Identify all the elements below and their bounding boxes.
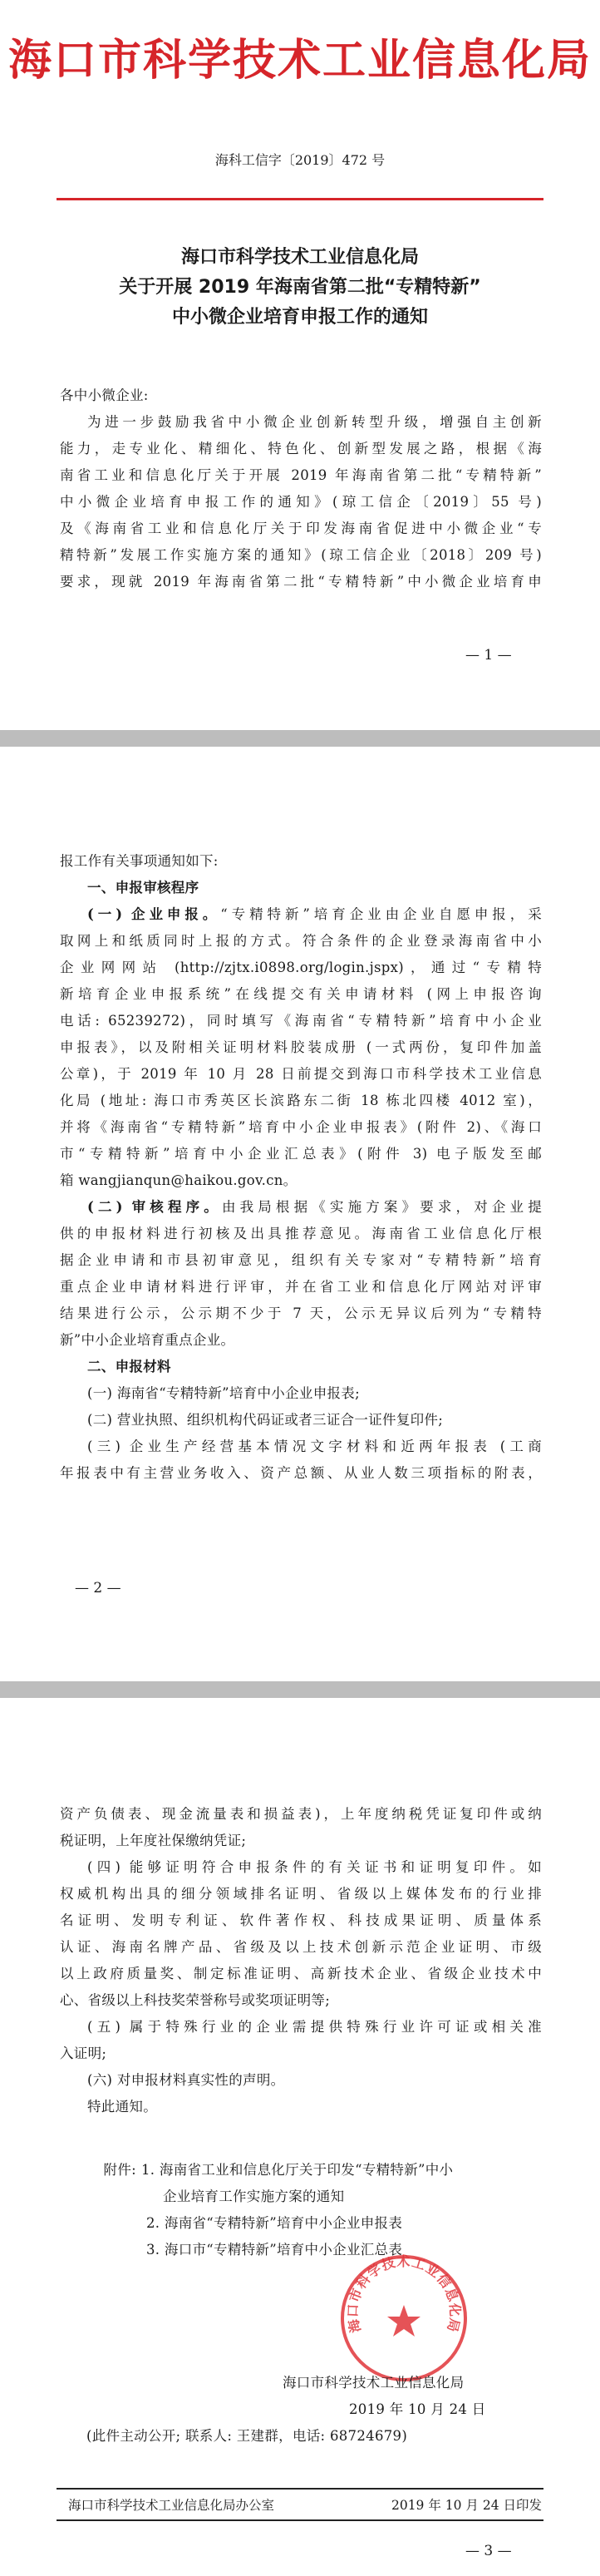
text-line: 税证明，上年度社保缴纳凭证;: [60, 1833, 247, 1848]
page2-body: [60, 848, 542, 1487]
footer-bottom-rule: [57, 2519, 543, 2521]
notice-title-line: 海口市科学技术工业信息化局: [180, 247, 419, 268]
lead-line: 报工作有关事项通知如下:: [60, 853, 219, 869]
attachment-item: 企业培育工作实施方案的通知: [163, 2189, 345, 2204]
text-line: 以上政府质量奖、制定标准证明、高新技术企业、省级企业技术中: [60, 1966, 542, 1981]
notice-title-line: 关于开展 2019 年海南省第二批“专精特新”: [119, 277, 481, 298]
page-number: — 3 —: [465, 2543, 512, 2559]
svg-text:海口市科学技术工业信息化局: 海口市科学技术工业信息化局: [344, 2253, 464, 2335]
notice-title: [0, 243, 600, 333]
text-line: 并将《海南省“专精特新”培育中小企业申报表》(附件 2)、《海口: [60, 1119, 542, 1135]
text-line: (一) 企业申报。“专精特新”培育企业由企业自愿申报，采: [87, 906, 542, 922]
disclosure-note: (此件主动公开; 联系人: 王建群，电话: 68724679): [86, 2428, 408, 2444]
section-heading: 一、申报审核程序: [87, 880, 199, 896]
text-line: 市“专精特新”培育中小企业汇总表》(附件 3) 电子版发至邮: [60, 1146, 542, 1162]
material-item: (三) 企业生产经营基本情况文字材料和近两年报表 (工商: [87, 1439, 542, 1454]
material-item: (一) 海南省“专精特新”培育中小企业申报表;: [87, 1385, 360, 1401]
text-line: 能力，走专业化、精细化、特色化、创新型发展之路，根据《海: [60, 441, 542, 456]
red-divider: [57, 198, 543, 200]
section-heading: 二、申报材料: [87, 1359, 171, 1374]
attachment-item: 2. 海南省“专精特新”培育中小企业申报表: [146, 2215, 403, 2231]
notice-title-line: 中小微企业培育申报工作的通知: [171, 307, 428, 328]
salutation: 各中小微企业:: [60, 387, 149, 403]
signature-date: 2019 年 10 月 24 日: [349, 2401, 486, 2417]
text-line: (六) 对申报材料真实性的声明。: [87, 2072, 285, 2088]
page-separator: [0, 730, 600, 747]
text-line: (二) 审核程序。由我局根据《实施方案》要求，对企业提: [87, 1199, 542, 1215]
footer-top-rule: [57, 2488, 543, 2490]
text-line: 企业网网站 (http://zjtx.i0898.org/login.jspx)，通过“专精特: [60, 960, 542, 975]
footer-issuer: 海口市科学技术工业信息化局办公室: [68, 2498, 275, 2513]
text-line: (四) 能够证明符合申报条件的有关证书和证明复印件。如: [87, 1859, 542, 1875]
text-line: 据企业申请和市县初审意见，组织有关专家对“专精特新”培育: [60, 1252, 542, 1268]
body-paragraph: [60, 409, 542, 595]
text-line: 取网上和纸质同时上报的方式。符合条件的企业登录海南省中小: [60, 933, 542, 949]
text-line: 精特新”发展工作实施方案的通知》(琼工信企业〔2018〕209 号): [60, 547, 542, 563]
document-page-2: [0, 747, 600, 1681]
footer-issue-date: 2019 年 10 月 24 日印发: [391, 2498, 542, 2513]
document-number: 海科工信字〔2019〕472 号: [214, 152, 386, 168]
text-line: 认证、海南名牌产品、省级及以上技术创新示范企业证明、市级: [60, 1939, 542, 1955]
closing-line: 特此通知。: [87, 2099, 157, 2115]
text-line: 要求，现就 2019 年海南省第二批“专精特新”中小微企业培育申: [60, 574, 542, 590]
material-item: (二) 营业执照、组织机构代码证或者三证合一证件复印件;: [87, 1412, 444, 1428]
text-line: 新培育企业申报系统”在线提交有关申请材料 (网上申报咨询: [60, 986, 542, 1002]
attachments-label: 附件:: [103, 2162, 136, 2178]
text-line: 化局 (地址: 海口市秀英区长滨路东二街 18 栋北四楼 4012 室)，: [60, 1093, 542, 1108]
item-label: (一) 企业申报。: [87, 906, 221, 922]
text-line: 供的申报材料进行初核及出具推荐意见。海南省工业信息化厅根: [60, 1226, 542, 1241]
page-separator: [0, 1681, 600, 1698]
text-line: 重点企业申请材料进行评审，并在省工业和信息化厅网站对评审: [60, 1279, 542, 1295]
text-line: 为进一步鼓励我省中小微企业创新转型升级，增强自主创新: [87, 414, 542, 430]
text-line: 入证明;: [60, 2046, 107, 2061]
text-line: 中小微企业培育申报工作的通知》(琼工信企〔2019〕55 号): [60, 494, 542, 510]
attachment-item: 1. 海南省工业和信息化厅关于印发“专精特新”中小: [141, 2162, 454, 2178]
email-line: 箱 wangjianqun@haikou.gov.cn。: [60, 1172, 298, 1188]
text-line: 心、省级以上科技奖荣誉称号或奖项证明等;: [60, 1992, 331, 2008]
attachment-item: 3. 海口市“专精特新”培育中小企业汇总表: [146, 2242, 403, 2258]
text-line: 资产负债表、现金流量表和损益表)，上年度纳税凭证复印件或纳: [60, 1806, 542, 1822]
text-line: 及《海南省工业和信息化厅关于印发海南省促进中小微企业“专: [60, 521, 542, 536]
text-line: 年报表中有主营业务收入、资产总额、从业人数三项指标的附表，: [60, 1465, 542, 1481]
item-label: (二) 审核程序。: [87, 1199, 222, 1215]
text-line: 结果进行公示，公示期不少于 7 天，公示无异议后列为“专精特: [60, 1305, 542, 1321]
star-icon: [387, 2305, 420, 2337]
text-line: 新”中小企业培育重点企业。: [60, 1332, 235, 1348]
official-seal: [339, 2253, 469, 2383]
seal-graphic: [339, 2253, 469, 2383]
page-number: — 2 —: [75, 1580, 121, 1596]
footer-meta: [60, 2495, 542, 2516]
text-line: 权威机构出具的细分领域排名证明、省级以上媒体发布的行业排: [60, 1886, 542, 1902]
issuing-org-title: 海口市科学技术工业信息化局: [7, 36, 592, 86]
text-line: 公章)，于 2019 年 10 月 28 日前提交到海口市科学技术工业信息: [60, 1066, 542, 1082]
text-line: 电话: 65239272)，同时填写《海南省“专精特新”培育中小企业: [60, 1013, 542, 1029]
text-line: 南省工业和信息化厅关于开展 2019 年海南省第二批“专精特新”: [60, 467, 542, 483]
text-line: 申报表》，以及附相关证明材料胶装成册 (一式两份，复印件加盖: [60, 1039, 542, 1055]
text-line: (五) 属于特殊行业的企业需提供特殊行业许可证或相关准: [87, 2019, 542, 2035]
page-number: — 1 —: [465, 647, 512, 664]
attachments: [60, 2157, 542, 2263]
document-page-3: [0, 1698, 600, 2576]
signature-org: 海口市科学技术工业信息化局: [283, 2375, 465, 2391]
text-line: 名证明、发明专利证、软件著作权、科技成果证明、质量体系: [60, 1912, 542, 1928]
page3-body: [60, 1801, 542, 2120]
document-page-1: [0, 0, 600, 730]
attachment-row: [60, 2157, 542, 2184]
